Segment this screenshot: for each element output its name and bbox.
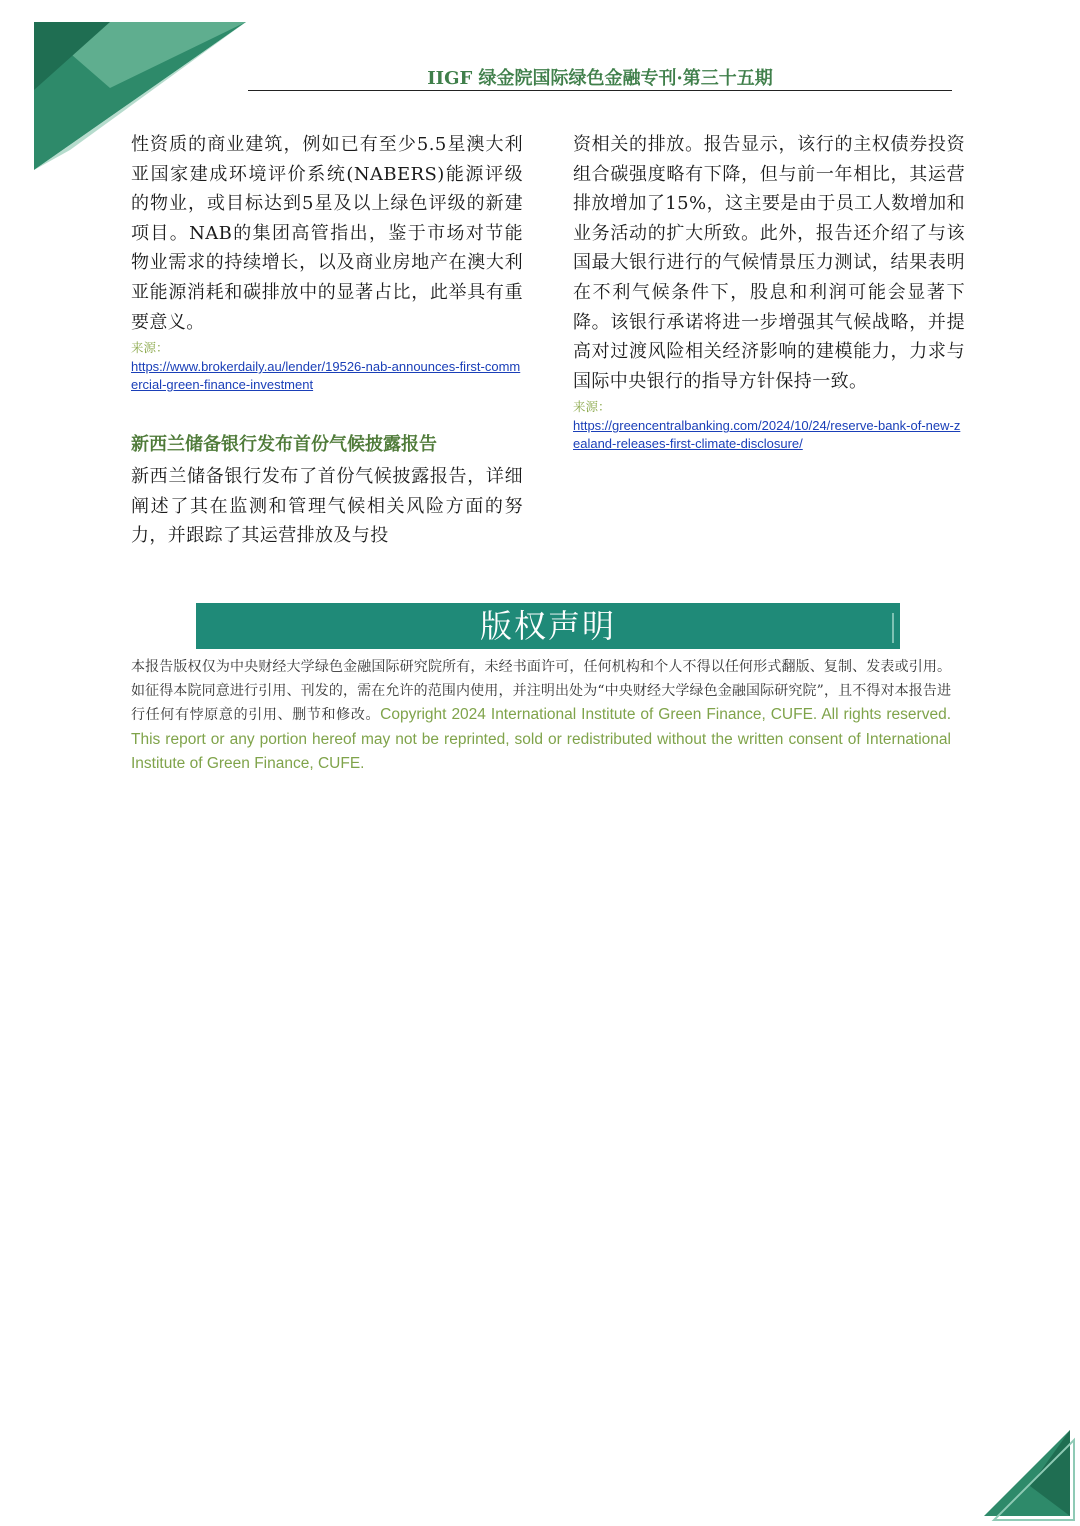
right-source-link[interactable]: https://greencentralbanking.com/2024/10/24/reserve-bank-of-new-zealand-releases-first-climate-disclosure/ bbox=[573, 418, 961, 452]
corner-decoration-bottom-right bbox=[970, 1416, 1080, 1526]
header-title: IIGF 绿金院国际绿色金融专刊·第三十五期 bbox=[427, 68, 773, 89]
copyright-text-en: Copyright 2024 International Institute of Green Finance, CUFE. All rights reserved. This report or any portion hereof may not be reprinted, sold or redistributed without the written consent of International Institute of Green Finance, CUFE. bbox=[131, 706, 952, 772]
left-source-label: 来源： bbox=[131, 340, 169, 356]
copyright-text-cn: 本报告版权仅为中央财经大学绿色金融国际研究院所有，未经书面许可，任何机构和个人不得以任何形式翻版、复制、发表或引用。如征得本院同意进行引用、刊发的，需在允许的范围内使用，并注明出处为“中央财经大学绿色金融国际研究院”，且不得对本报告进行任何有悖原意的引用、删节和修改。 bbox=[131, 659, 951, 724]
copyright-heading: 版权声明 bbox=[479, 607, 616, 645]
header-divider bbox=[248, 90, 952, 91]
left-paragraph-1: 性资质的商业建筑，例如已有至少5.5星澳大利亚国家建成环境评价系统(NABERS)能源评级的物业，或目标达到5星及以上绿色评级的新建项目。NAB的集团高管指出，鉴于市场对节能物业需求的持续增长，以及商业房地产在澳大利亚能源消耗和碳排放中的显著占比，此举具有重要意义。 bbox=[131, 134, 523, 333]
left-paragraph-2: 新西兰储备银行发布了首份气候披露报告，详细阐述了其在监测和管理气候相关风险方面的努力，并跟踪了其运营排放及与投 bbox=[131, 466, 523, 547]
banner-edge-accent bbox=[892, 613, 894, 643]
left-column bbox=[131, 130, 523, 551]
right-column bbox=[573, 130, 965, 453]
section-title-rbnz: 新西兰储备银行发布首份气候披露报告 bbox=[131, 434, 437, 456]
right-paragraph-1: 资相关的排放。报告显示，该行的主权债券投资组合碳强度略有下降，但与前一年相比，其运营排放增加了15%，这主要是由于员工人数增加和业务活动的扩大所致。此外，报告还介绍了与该国最大银行进行的气候情景压力测试，结果表明在不利气候条件下，股息和利润可能会显著下降。该银行承诺将进一步增强其气候战略，并提高对过渡风险相关经济影响的建模能力，力求与国际中央银行的指导方针保持一致。 bbox=[573, 134, 965, 392]
copyright-banner bbox=[196, 603, 900, 649]
copyright-notice bbox=[131, 655, 951, 776]
left-source-link[interactable]: https://www.brokerdaily.au/lender/19526-nab-announces-first-commercial-green-finance-investment bbox=[131, 359, 521, 393]
right-source-label: 来源： bbox=[573, 399, 611, 415]
